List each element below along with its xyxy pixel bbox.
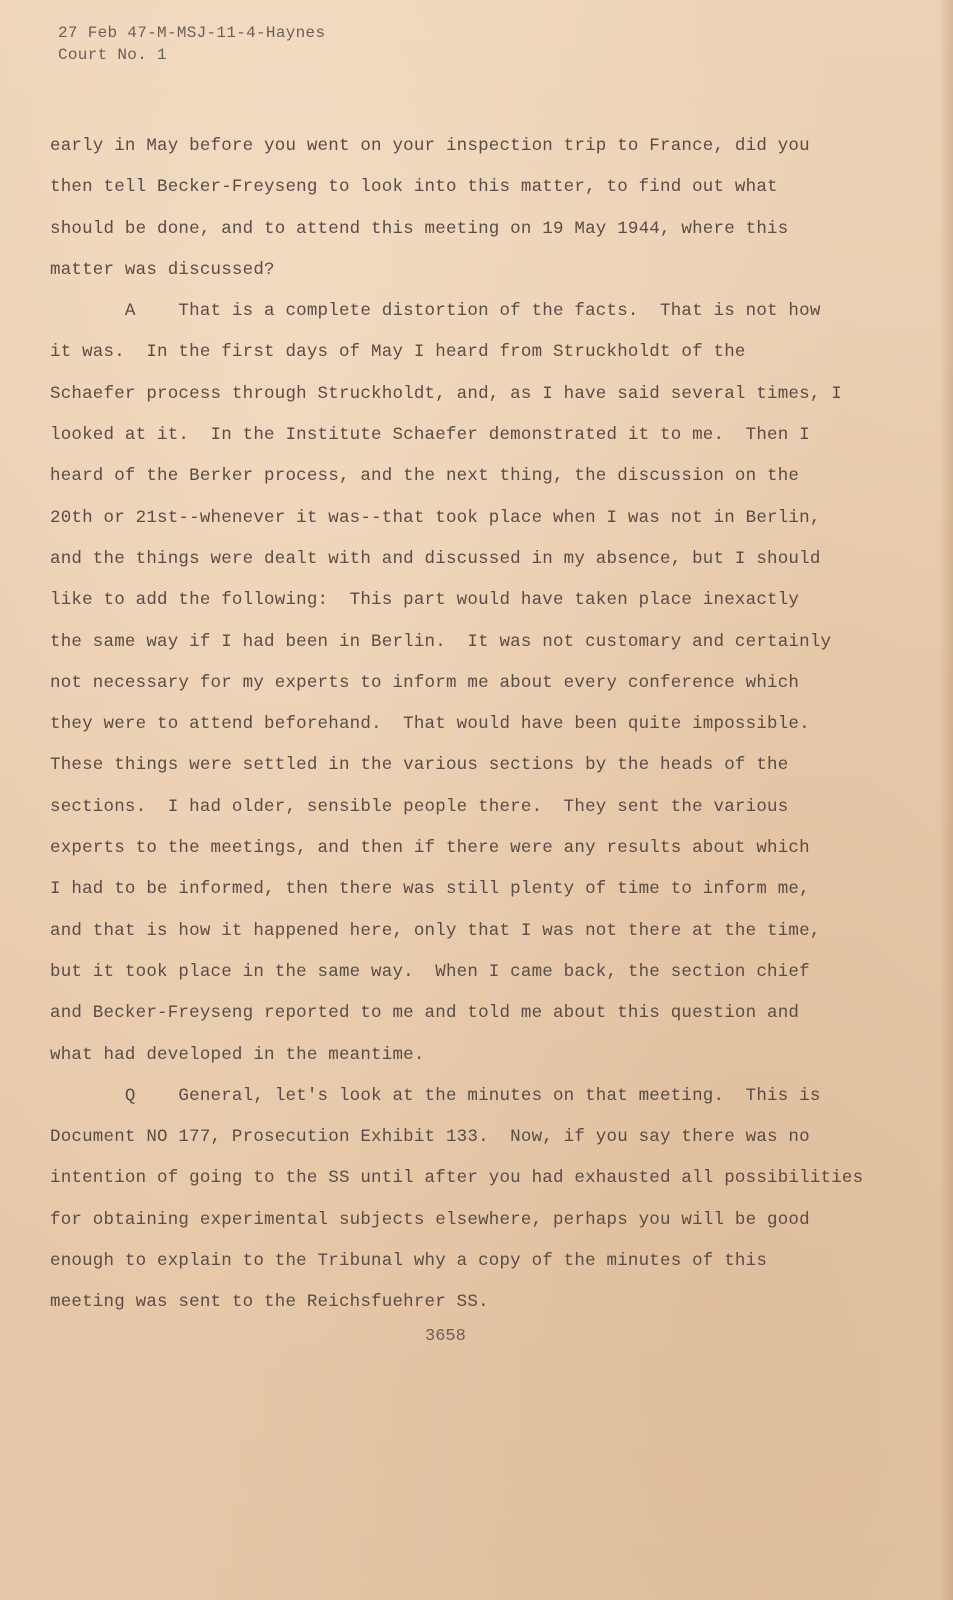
transcript-line: These things were settled in the various sections by the heads of the (50, 755, 789, 776)
transcript-line: heard of the Berker process, and the next thing, the discussion on the (50, 466, 800, 487)
transcript-line: they were to attend beforehand. That would have been quite impossible. (50, 714, 810, 735)
transcript-line: it was. In the first days of May I heard from Struckholdt of the (50, 342, 746, 363)
transcript-line: should be done, and to attend this meeting on 19 May 1944, where this (50, 218, 789, 239)
transcript-line: then tell Becker-Freyseng to look into this matter, to find out what (50, 177, 778, 198)
transcript-line: Document NO 177, Prosecution Exhibit 133. Now, if you say there was no (50, 1127, 810, 1148)
transcript-line: meeting was sent to the Reichsfuehrer SS. (50, 1292, 489, 1313)
transcript-line: A That is a complete distortion of the facts. That is not how (50, 301, 821, 322)
page-number: 3658 (425, 1327, 466, 1346)
transcript-line: and Becker-Freyseng reported to me and told me about this question and (50, 1003, 800, 1024)
document-header (58, 22, 325, 66)
transcript-line: I had to be informed, then there was still plenty of time to inform me, (50, 879, 810, 900)
transcript-line: Q General, let's look at the minutes on that meeting. This is (50, 1085, 821, 1106)
transcript-line: but it took place in the same way. When I came back, the section chief (50, 961, 810, 982)
transcript-line: sections. I had older, sensible people there. They sent the various (50, 796, 789, 817)
transcript-line: what had developed in the meantime. (50, 1044, 425, 1065)
transcript-line: enough to explain to the Tribunal why a copy of the minutes of this (50, 1251, 768, 1272)
transcript-body (50, 126, 864, 1324)
transcript-line: for obtaining experimental subjects elsewhere, perhaps you will be good (50, 1209, 810, 1230)
transcript-line: early in May before you went on your inspection trip to France, did you (50, 136, 810, 156)
transcript-line: experts to the meetings, and then if there were any results about which (50, 838, 810, 859)
transcript-line: intention of going to the SS until after you had exhausted all possibilities (50, 1168, 864, 1189)
transcript-line: like to add the following: This part would have taken place inexactly (50, 590, 800, 611)
transcript-line: matter was discussed? (50, 259, 275, 280)
transcript-line: 20th or 21st--whenever it was--that took place when I was not in Berlin, (50, 507, 821, 528)
transcript-line: Schaefer process through Struckholdt, and, as I have said several times, I (50, 383, 842, 404)
transcript-line: looked at it. In the Institute Schaefer demonstrated it to me. Then I (50, 425, 810, 446)
transcript-line: the same way if I had been in Berlin. It was not customary and certainly (50, 631, 832, 652)
header-court-line: Court No. 1 (58, 46, 167, 64)
header-date-line: 27 Feb 47-M-MSJ-11-4-Haynes (58, 24, 326, 42)
page-edge-shadow (939, 0, 953, 1600)
transcript-line: not necessary for my experts to inform me about every conference which (50, 672, 800, 693)
transcript-line: and that is how it happened here, only that I was not there at the time, (50, 920, 821, 941)
transcript-line: and the things were dealt with and discussed in my absence, but I should (50, 548, 821, 569)
